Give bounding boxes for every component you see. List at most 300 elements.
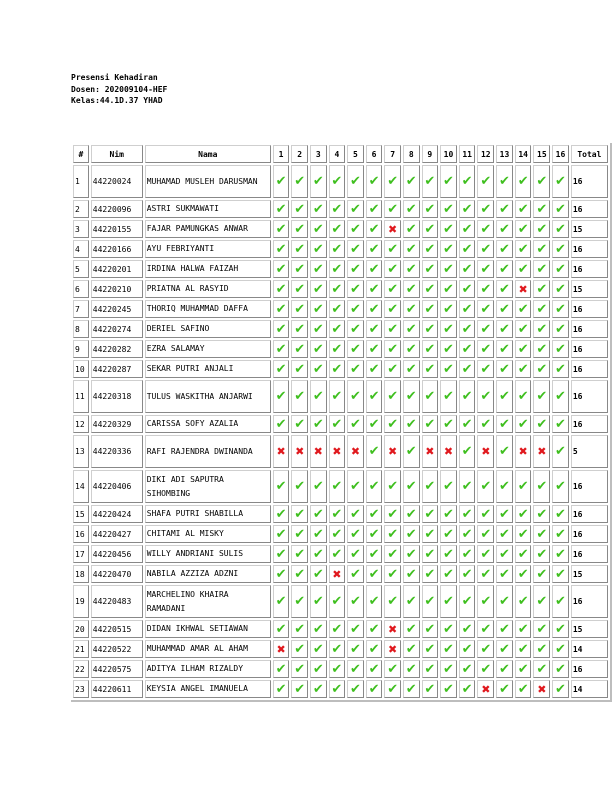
cross-mark-icon: ✖ — [533, 680, 550, 698]
check-mark-icon: ✔ — [477, 240, 494, 258]
table-row — [73, 320, 608, 338]
check-mark-icon: ✔ — [477, 525, 494, 543]
check-mark-icon: ✔ — [366, 240, 383, 258]
check-mark-icon: ✔ — [273, 360, 290, 378]
check-mark-icon: ✔ — [459, 380, 476, 413]
check-mark-icon: ✔ — [496, 680, 513, 698]
attendance-total: 15 — [571, 220, 608, 238]
check-mark-icon: ✔ — [422, 300, 439, 318]
check-mark-icon: ✔ — [366, 660, 383, 678]
check-mark-icon: ✔ — [310, 415, 327, 433]
row-number: 7 — [73, 300, 89, 318]
check-mark-icon: ✔ — [459, 585, 476, 618]
check-mark-icon: ✔ — [273, 565, 290, 583]
check-mark-icon: ✔ — [310, 200, 327, 218]
check-mark-icon: ✔ — [459, 260, 476, 278]
check-mark-icon: ✔ — [515, 360, 532, 378]
column-header-meeting: 7 — [384, 145, 401, 163]
check-mark-icon: ✔ — [347, 165, 364, 198]
row-number: 19 — [73, 585, 89, 618]
check-mark-icon: ✔ — [291, 300, 308, 318]
check-mark-icon: ✔ — [440, 565, 457, 583]
check-mark-icon: ✔ — [384, 525, 401, 543]
check-mark-icon: ✔ — [533, 640, 550, 658]
check-mark-icon: ✔ — [310, 220, 327, 238]
check-mark-icon: ✔ — [291, 360, 308, 378]
check-mark-icon: ✔ — [310, 240, 327, 258]
check-mark-icon: ✔ — [440, 620, 457, 638]
check-mark-icon: ✔ — [515, 525, 532, 543]
student-nim: 44220611 — [91, 680, 143, 698]
check-mark-icon: ✔ — [552, 340, 569, 358]
check-mark-icon: ✔ — [422, 200, 439, 218]
student-name: SHAFA PUTRI SHABILLA — [145, 505, 271, 523]
check-mark-icon: ✔ — [366, 565, 383, 583]
check-mark-icon: ✔ — [477, 620, 494, 638]
student-name: IRDINA HALWA FAIZAH — [145, 260, 271, 278]
check-mark-icon: ✔ — [440, 320, 457, 338]
check-mark-icon: ✔ — [310, 660, 327, 678]
check-mark-icon: ✔ — [403, 360, 420, 378]
table-row — [73, 340, 608, 358]
check-mark-icon: ✔ — [422, 620, 439, 638]
check-mark-icon: ✔ — [459, 360, 476, 378]
check-mark-icon: ✔ — [496, 380, 513, 413]
check-mark-icon: ✔ — [310, 165, 327, 198]
check-mark-icon: ✔ — [310, 470, 327, 503]
check-mark-icon: ✔ — [273, 470, 290, 503]
check-mark-icon: ✔ — [459, 435, 476, 468]
check-mark-icon: ✔ — [347, 360, 364, 378]
check-mark-icon: ✔ — [459, 280, 476, 298]
check-mark-icon: ✔ — [533, 165, 550, 198]
check-mark-icon: ✔ — [329, 525, 346, 543]
check-mark-icon: ✔ — [496, 220, 513, 238]
check-mark-icon: ✔ — [329, 505, 346, 523]
row-number: 15 — [73, 505, 89, 523]
check-mark-icon: ✔ — [422, 470, 439, 503]
check-mark-icon: ✔ — [496, 640, 513, 658]
student-nim: 44220424 — [91, 505, 143, 523]
check-mark-icon: ✔ — [403, 240, 420, 258]
student-nim: 44220096 — [91, 200, 143, 218]
table-row — [73, 300, 608, 318]
check-mark-icon: ✔ — [403, 280, 420, 298]
check-mark-icon: ✔ — [273, 300, 290, 318]
student-name: FAJAR PAMUNGKAS ANWAR — [145, 220, 271, 238]
check-mark-icon: ✔ — [403, 470, 420, 503]
student-name: MARCHELINO KHAIRA RAMADANI — [145, 585, 271, 618]
check-mark-icon: ✔ — [515, 260, 532, 278]
check-mark-icon: ✔ — [552, 545, 569, 563]
column-header-meeting: 15 — [533, 145, 550, 163]
check-mark-icon: ✔ — [366, 505, 383, 523]
check-mark-icon: ✔ — [440, 640, 457, 658]
check-mark-icon: ✔ — [329, 165, 346, 198]
attendance-total: 16 — [571, 300, 608, 318]
row-number: 22 — [73, 660, 89, 678]
check-mark-icon: ✔ — [496, 585, 513, 618]
attendance-total: 16 — [571, 585, 608, 618]
check-mark-icon: ✔ — [403, 260, 420, 278]
check-mark-icon: ✔ — [496, 435, 513, 468]
check-mark-icon: ✔ — [459, 640, 476, 658]
attendance-table — [71, 143, 612, 702]
student-name: ASTRI SUKMAWATI — [145, 200, 271, 218]
check-mark-icon: ✔ — [384, 280, 401, 298]
check-mark-icon: ✔ — [403, 660, 420, 678]
row-number: 9 — [73, 340, 89, 358]
check-mark-icon: ✔ — [273, 660, 290, 678]
check-mark-icon: ✔ — [515, 300, 532, 318]
check-mark-icon: ✔ — [440, 360, 457, 378]
attendance-total: 15 — [571, 280, 608, 298]
check-mark-icon: ✔ — [459, 340, 476, 358]
check-mark-icon: ✔ — [291, 640, 308, 658]
check-mark-icon: ✔ — [459, 565, 476, 583]
check-mark-icon: ✔ — [310, 620, 327, 638]
check-mark-icon: ✔ — [552, 220, 569, 238]
check-mark-icon: ✔ — [422, 505, 439, 523]
check-mark-icon: ✔ — [403, 525, 420, 543]
table-row — [73, 680, 608, 698]
check-mark-icon: ✔ — [552, 240, 569, 258]
check-mark-icon: ✔ — [403, 545, 420, 563]
check-mark-icon: ✔ — [291, 240, 308, 258]
check-mark-icon: ✔ — [459, 525, 476, 543]
student-name: PRIATNA AL RASYID — [145, 280, 271, 298]
check-mark-icon: ✔ — [347, 220, 364, 238]
check-mark-icon: ✔ — [310, 380, 327, 413]
check-mark-icon: ✔ — [515, 200, 532, 218]
check-mark-icon: ✔ — [291, 165, 308, 198]
check-mark-icon: ✔ — [366, 380, 383, 413]
check-mark-icon: ✔ — [515, 680, 532, 698]
row-number: 3 — [73, 220, 89, 238]
check-mark-icon: ✔ — [459, 470, 476, 503]
check-mark-icon: ✔ — [533, 660, 550, 678]
check-mark-icon: ✔ — [477, 200, 494, 218]
check-mark-icon: ✔ — [422, 280, 439, 298]
check-mark-icon: ✔ — [459, 165, 476, 198]
check-mark-icon: ✔ — [291, 220, 308, 238]
column-header-meeting: 10 — [440, 145, 457, 163]
check-mark-icon: ✔ — [496, 660, 513, 678]
student-nim: 44220329 — [91, 415, 143, 433]
student-name: DIDAN IKHWAL SETIAWAN — [145, 620, 271, 638]
check-mark-icon: ✔ — [403, 380, 420, 413]
check-mark-icon: ✔ — [310, 360, 327, 378]
check-mark-icon: ✔ — [422, 680, 439, 698]
student-name: THORIQ MUHAMMAD DAFFA — [145, 300, 271, 318]
check-mark-icon: ✔ — [347, 240, 364, 258]
check-mark-icon: ✔ — [515, 505, 532, 523]
check-mark-icon: ✔ — [515, 320, 532, 338]
check-mark-icon: ✔ — [273, 165, 290, 198]
check-mark-icon: ✔ — [477, 260, 494, 278]
table-row — [73, 545, 608, 563]
check-mark-icon: ✔ — [329, 545, 346, 563]
check-mark-icon: ✔ — [403, 300, 420, 318]
check-mark-icon: ✔ — [403, 505, 420, 523]
column-header-number: # — [73, 145, 89, 163]
student-name: DIKI ADI SAPUTRA SIHOMBING — [145, 470, 271, 503]
check-mark-icon: ✔ — [477, 660, 494, 678]
check-mark-icon: ✔ — [347, 415, 364, 433]
check-mark-icon: ✔ — [273, 260, 290, 278]
check-mark-icon: ✔ — [533, 360, 550, 378]
check-mark-icon: ✔ — [496, 360, 513, 378]
table-row — [73, 565, 608, 583]
column-header-meeting: 6 — [366, 145, 383, 163]
table-row — [73, 260, 608, 278]
table-row — [73, 620, 608, 638]
check-mark-icon: ✔ — [440, 220, 457, 238]
check-mark-icon: ✔ — [440, 525, 457, 543]
table-row — [73, 505, 608, 523]
check-mark-icon: ✔ — [291, 565, 308, 583]
attendance-total: 16 — [571, 380, 608, 413]
table-header-row — [73, 145, 608, 163]
check-mark-icon: ✔ — [403, 640, 420, 658]
column-header-meeting: 4 — [329, 145, 346, 163]
check-mark-icon: ✔ — [459, 220, 476, 238]
cross-mark-icon: ✖ — [440, 435, 457, 468]
check-mark-icon: ✔ — [403, 680, 420, 698]
student-name: RAFI RAJENDRA DWINANDA — [145, 435, 271, 468]
check-mark-icon: ✔ — [533, 505, 550, 523]
check-mark-icon: ✔ — [310, 525, 327, 543]
check-mark-icon: ✔ — [291, 320, 308, 338]
check-mark-icon: ✔ — [329, 280, 346, 298]
attendance-total: 16 — [571, 240, 608, 258]
check-mark-icon: ✔ — [440, 585, 457, 618]
check-mark-icon: ✔ — [291, 260, 308, 278]
check-mark-icon: ✔ — [440, 240, 457, 258]
attendance-total: 14 — [571, 640, 608, 658]
check-mark-icon: ✔ — [552, 380, 569, 413]
table-row — [73, 240, 608, 258]
student-name: WILLY ANDRIANI SULIS — [145, 545, 271, 563]
document-title: Presensi Kehadiran — [71, 73, 158, 82]
check-mark-icon: ✔ — [515, 620, 532, 638]
cross-mark-icon: ✖ — [329, 435, 346, 468]
check-mark-icon: ✔ — [440, 260, 457, 278]
check-mark-icon: ✔ — [291, 620, 308, 638]
check-mark-icon: ✔ — [273, 280, 290, 298]
table-row — [73, 470, 608, 503]
check-mark-icon: ✔ — [366, 200, 383, 218]
cross-mark-icon: ✖ — [515, 435, 532, 468]
check-mark-icon: ✔ — [273, 320, 290, 338]
check-mark-icon: ✔ — [496, 505, 513, 523]
check-mark-icon: ✔ — [347, 470, 364, 503]
check-mark-icon: ✔ — [347, 565, 364, 583]
check-mark-icon: ✔ — [366, 415, 383, 433]
check-mark-icon: ✔ — [440, 300, 457, 318]
check-mark-icon: ✔ — [366, 435, 383, 468]
check-mark-icon: ✔ — [477, 360, 494, 378]
check-mark-icon: ✔ — [366, 340, 383, 358]
attendance-total: 16 — [571, 200, 608, 218]
check-mark-icon: ✔ — [291, 505, 308, 523]
check-mark-icon: ✔ — [422, 380, 439, 413]
check-mark-icon: ✔ — [273, 620, 290, 638]
check-mark-icon: ✔ — [384, 380, 401, 413]
student-nim: 44220201 — [91, 260, 143, 278]
check-mark-icon: ✔ — [440, 505, 457, 523]
attendance-total: 16 — [571, 545, 608, 563]
attendance-total: 15 — [571, 620, 608, 638]
check-mark-icon: ✔ — [329, 200, 346, 218]
row-number: 20 — [73, 620, 89, 638]
attendance-total: 16 — [571, 660, 608, 678]
row-number: 2 — [73, 200, 89, 218]
check-mark-icon: ✔ — [384, 320, 401, 338]
check-mark-icon: ✔ — [533, 340, 550, 358]
check-mark-icon: ✔ — [552, 280, 569, 298]
table-row — [73, 200, 608, 218]
check-mark-icon: ✔ — [291, 660, 308, 678]
check-mark-icon: ✔ — [515, 660, 532, 678]
check-mark-icon: ✔ — [422, 165, 439, 198]
student-nim: 44220245 — [91, 300, 143, 318]
row-number: 12 — [73, 415, 89, 433]
student-nim: 44220427 — [91, 525, 143, 543]
check-mark-icon: ✔ — [384, 585, 401, 618]
cross-mark-icon: ✖ — [384, 640, 401, 658]
check-mark-icon: ✔ — [366, 585, 383, 618]
student-name: MUHAMMAD AMAR AL AHAM — [145, 640, 271, 658]
check-mark-icon: ✔ — [496, 165, 513, 198]
student-name: ADITYA ILHAM RIZALDY — [145, 660, 271, 678]
row-number: 11 — [73, 380, 89, 413]
check-mark-icon: ✔ — [403, 165, 420, 198]
check-mark-icon: ✔ — [310, 565, 327, 583]
check-mark-icon: ✔ — [496, 565, 513, 583]
check-mark-icon: ✔ — [310, 280, 327, 298]
check-mark-icon: ✔ — [384, 545, 401, 563]
check-mark-icon: ✔ — [347, 585, 364, 618]
check-mark-icon: ✔ — [329, 320, 346, 338]
table-row — [73, 415, 608, 433]
check-mark-icon: ✔ — [366, 545, 383, 563]
check-mark-icon: ✔ — [477, 470, 494, 503]
check-mark-icon: ✔ — [329, 660, 346, 678]
document-header — [71, 72, 167, 107]
check-mark-icon: ✔ — [291, 680, 308, 698]
check-mark-icon: ✔ — [291, 585, 308, 618]
check-mark-icon: ✔ — [477, 280, 494, 298]
student-name: DERIEL SAFINO — [145, 320, 271, 338]
check-mark-icon: ✔ — [552, 435, 569, 468]
check-mark-icon: ✔ — [440, 200, 457, 218]
column-header-meeting: 12 — [477, 145, 494, 163]
column-header-meeting: 14 — [515, 145, 532, 163]
table-row — [73, 165, 608, 198]
check-mark-icon: ✔ — [552, 525, 569, 543]
student-nim: 44220406 — [91, 470, 143, 503]
check-mark-icon: ✔ — [440, 415, 457, 433]
lecturer-line: Dosen: 202009104-HEF — [71, 84, 168, 94]
attendance-total: 16 — [571, 415, 608, 433]
check-mark-icon: ✔ — [329, 340, 346, 358]
student-nim: 44220318 — [91, 380, 143, 413]
check-mark-icon: ✔ — [515, 415, 532, 433]
check-mark-icon: ✔ — [533, 620, 550, 638]
student-nim: 44220522 — [91, 640, 143, 658]
table-row — [73, 525, 608, 543]
check-mark-icon: ✔ — [533, 470, 550, 503]
column-header-meeting: 2 — [291, 145, 308, 163]
check-mark-icon: ✔ — [496, 525, 513, 543]
check-mark-icon: ✔ — [329, 220, 346, 238]
check-mark-icon: ✔ — [347, 640, 364, 658]
column-header-meeting: 13 — [496, 145, 513, 163]
check-mark-icon: ✔ — [310, 260, 327, 278]
check-mark-icon: ✔ — [291, 415, 308, 433]
cross-mark-icon: ✖ — [384, 435, 401, 468]
check-mark-icon: ✔ — [552, 165, 569, 198]
cross-mark-icon: ✖ — [515, 280, 532, 298]
row-number: 8 — [73, 320, 89, 338]
check-mark-icon: ✔ — [422, 240, 439, 258]
cross-mark-icon: ✖ — [533, 435, 550, 468]
check-mark-icon: ✔ — [533, 585, 550, 618]
student-nim: 44220483 — [91, 585, 143, 618]
check-mark-icon: ✔ — [533, 260, 550, 278]
column-header-nim: Nim — [91, 145, 143, 163]
check-mark-icon: ✔ — [310, 300, 327, 318]
check-mark-icon: ✔ — [552, 470, 569, 503]
cross-mark-icon: ✖ — [384, 220, 401, 238]
student-nim: 44220470 — [91, 565, 143, 583]
check-mark-icon: ✔ — [459, 415, 476, 433]
check-mark-icon: ✔ — [515, 565, 532, 583]
check-mark-icon: ✔ — [347, 660, 364, 678]
row-number: 4 — [73, 240, 89, 258]
student-name: CHITAMI AL MISKY — [145, 525, 271, 543]
check-mark-icon: ✔ — [329, 360, 346, 378]
check-mark-icon: ✔ — [273, 505, 290, 523]
check-mark-icon: ✔ — [422, 640, 439, 658]
check-mark-icon: ✔ — [440, 340, 457, 358]
student-name: NABILA AZZIZA ADZNI — [145, 565, 271, 583]
check-mark-icon: ✔ — [459, 505, 476, 523]
attendance-total: 16 — [571, 320, 608, 338]
check-mark-icon: ✔ — [422, 525, 439, 543]
check-mark-icon: ✔ — [347, 505, 364, 523]
attendance-total: 14 — [571, 680, 608, 698]
check-mark-icon: ✔ — [329, 240, 346, 258]
check-mark-icon: ✔ — [533, 565, 550, 583]
check-mark-icon: ✔ — [384, 300, 401, 318]
check-mark-icon: ✔ — [496, 470, 513, 503]
check-mark-icon: ✔ — [552, 640, 569, 658]
check-mark-icon: ✔ — [496, 260, 513, 278]
check-mark-icon: ✔ — [403, 340, 420, 358]
column-header-meeting: 3 — [310, 145, 327, 163]
row-number: 14 — [73, 470, 89, 503]
check-mark-icon: ✔ — [384, 415, 401, 433]
column-header-meeting: 1 — [273, 145, 290, 163]
row-number: 21 — [73, 640, 89, 658]
check-mark-icon: ✔ — [533, 525, 550, 543]
cross-mark-icon: ✖ — [291, 435, 308, 468]
check-mark-icon: ✔ — [440, 280, 457, 298]
student-nim: 44220210 — [91, 280, 143, 298]
check-mark-icon: ✔ — [329, 260, 346, 278]
